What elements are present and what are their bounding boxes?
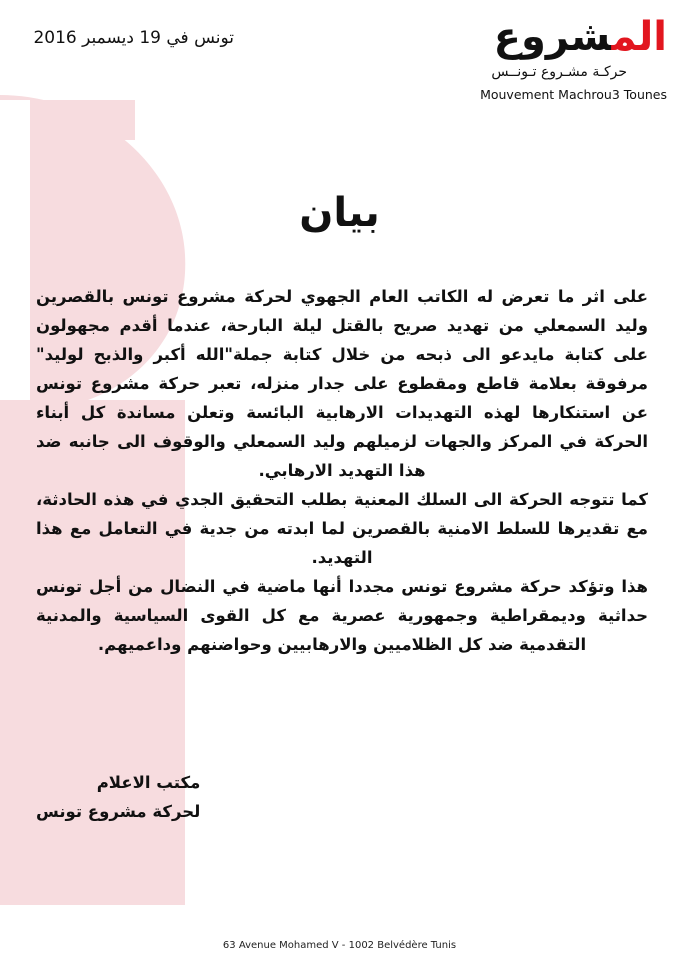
statement-paragraph-2: كما تتوجه الحركة الى السلك المعنية بطلب التحقيق الجدي في هذه الحادثة، مع تقديرها للسلط الامنية بالقصرين لما ابدته من جدية في التعامل مع هذا التهديد. (36, 490, 648, 567)
logo-subtitle: حركـة مشـروع تـونــس (491, 64, 627, 80)
document-date: تونس في 19 ديسمبر 2016 (33, 28, 234, 48)
document-title: بيان (299, 190, 380, 236)
logo-wordmark: المشروع (493, 14, 667, 60)
statement-paragraph-3: هذا وتؤكد حركة مشروع تونس مجددا أنها ماضية في النضال من أجل تونس حداثية وديمقراطية وجمهورية عصرية مع كل القوى السياسية والمدنية التقدمية ضد كل الظلاميين والارهابيين وحواضنهم وداعميهم. (36, 577, 648, 654)
party-logo (467, 14, 667, 106)
logo-latin-name: Mouvement Machrou3 Tounes (480, 87, 667, 102)
statement-paragraph-1: على اثر ما تعرض له الكاتب العام الجهوي لحركة مشروع تونس بالقصرين وليد السمعلي من تهديد صريح بالقتل ليلة البارحة، عندما أقدم مجهولون على كتابة مايدعو الى ذبحه من خلال كتابة جملة"الله أكبر والذبح لوليد" مرفوقة بعلامة قاطع ومقطوع على جدار منزله، تعبر حركة مشروع تونس عن استنكارها لهذه التهديدات الارهابية البائسة وتعلن مساندة كل أبناء الحركة في المركز والجهات لزميلهم وليد السمعلي والوقوف الى جانبه ضد هذا التهديد الارهابي. (36, 287, 648, 480)
signature-organization: لحركة مشروع تونس (36, 802, 201, 821)
statement-body (36, 282, 648, 659)
signature-block (36, 768, 200, 826)
footer-address: 63 Avenue Mohamed V - 1002 Belvédère Tunis (222, 940, 457, 951)
signature-office: مكتب الاعلام (96, 773, 201, 792)
